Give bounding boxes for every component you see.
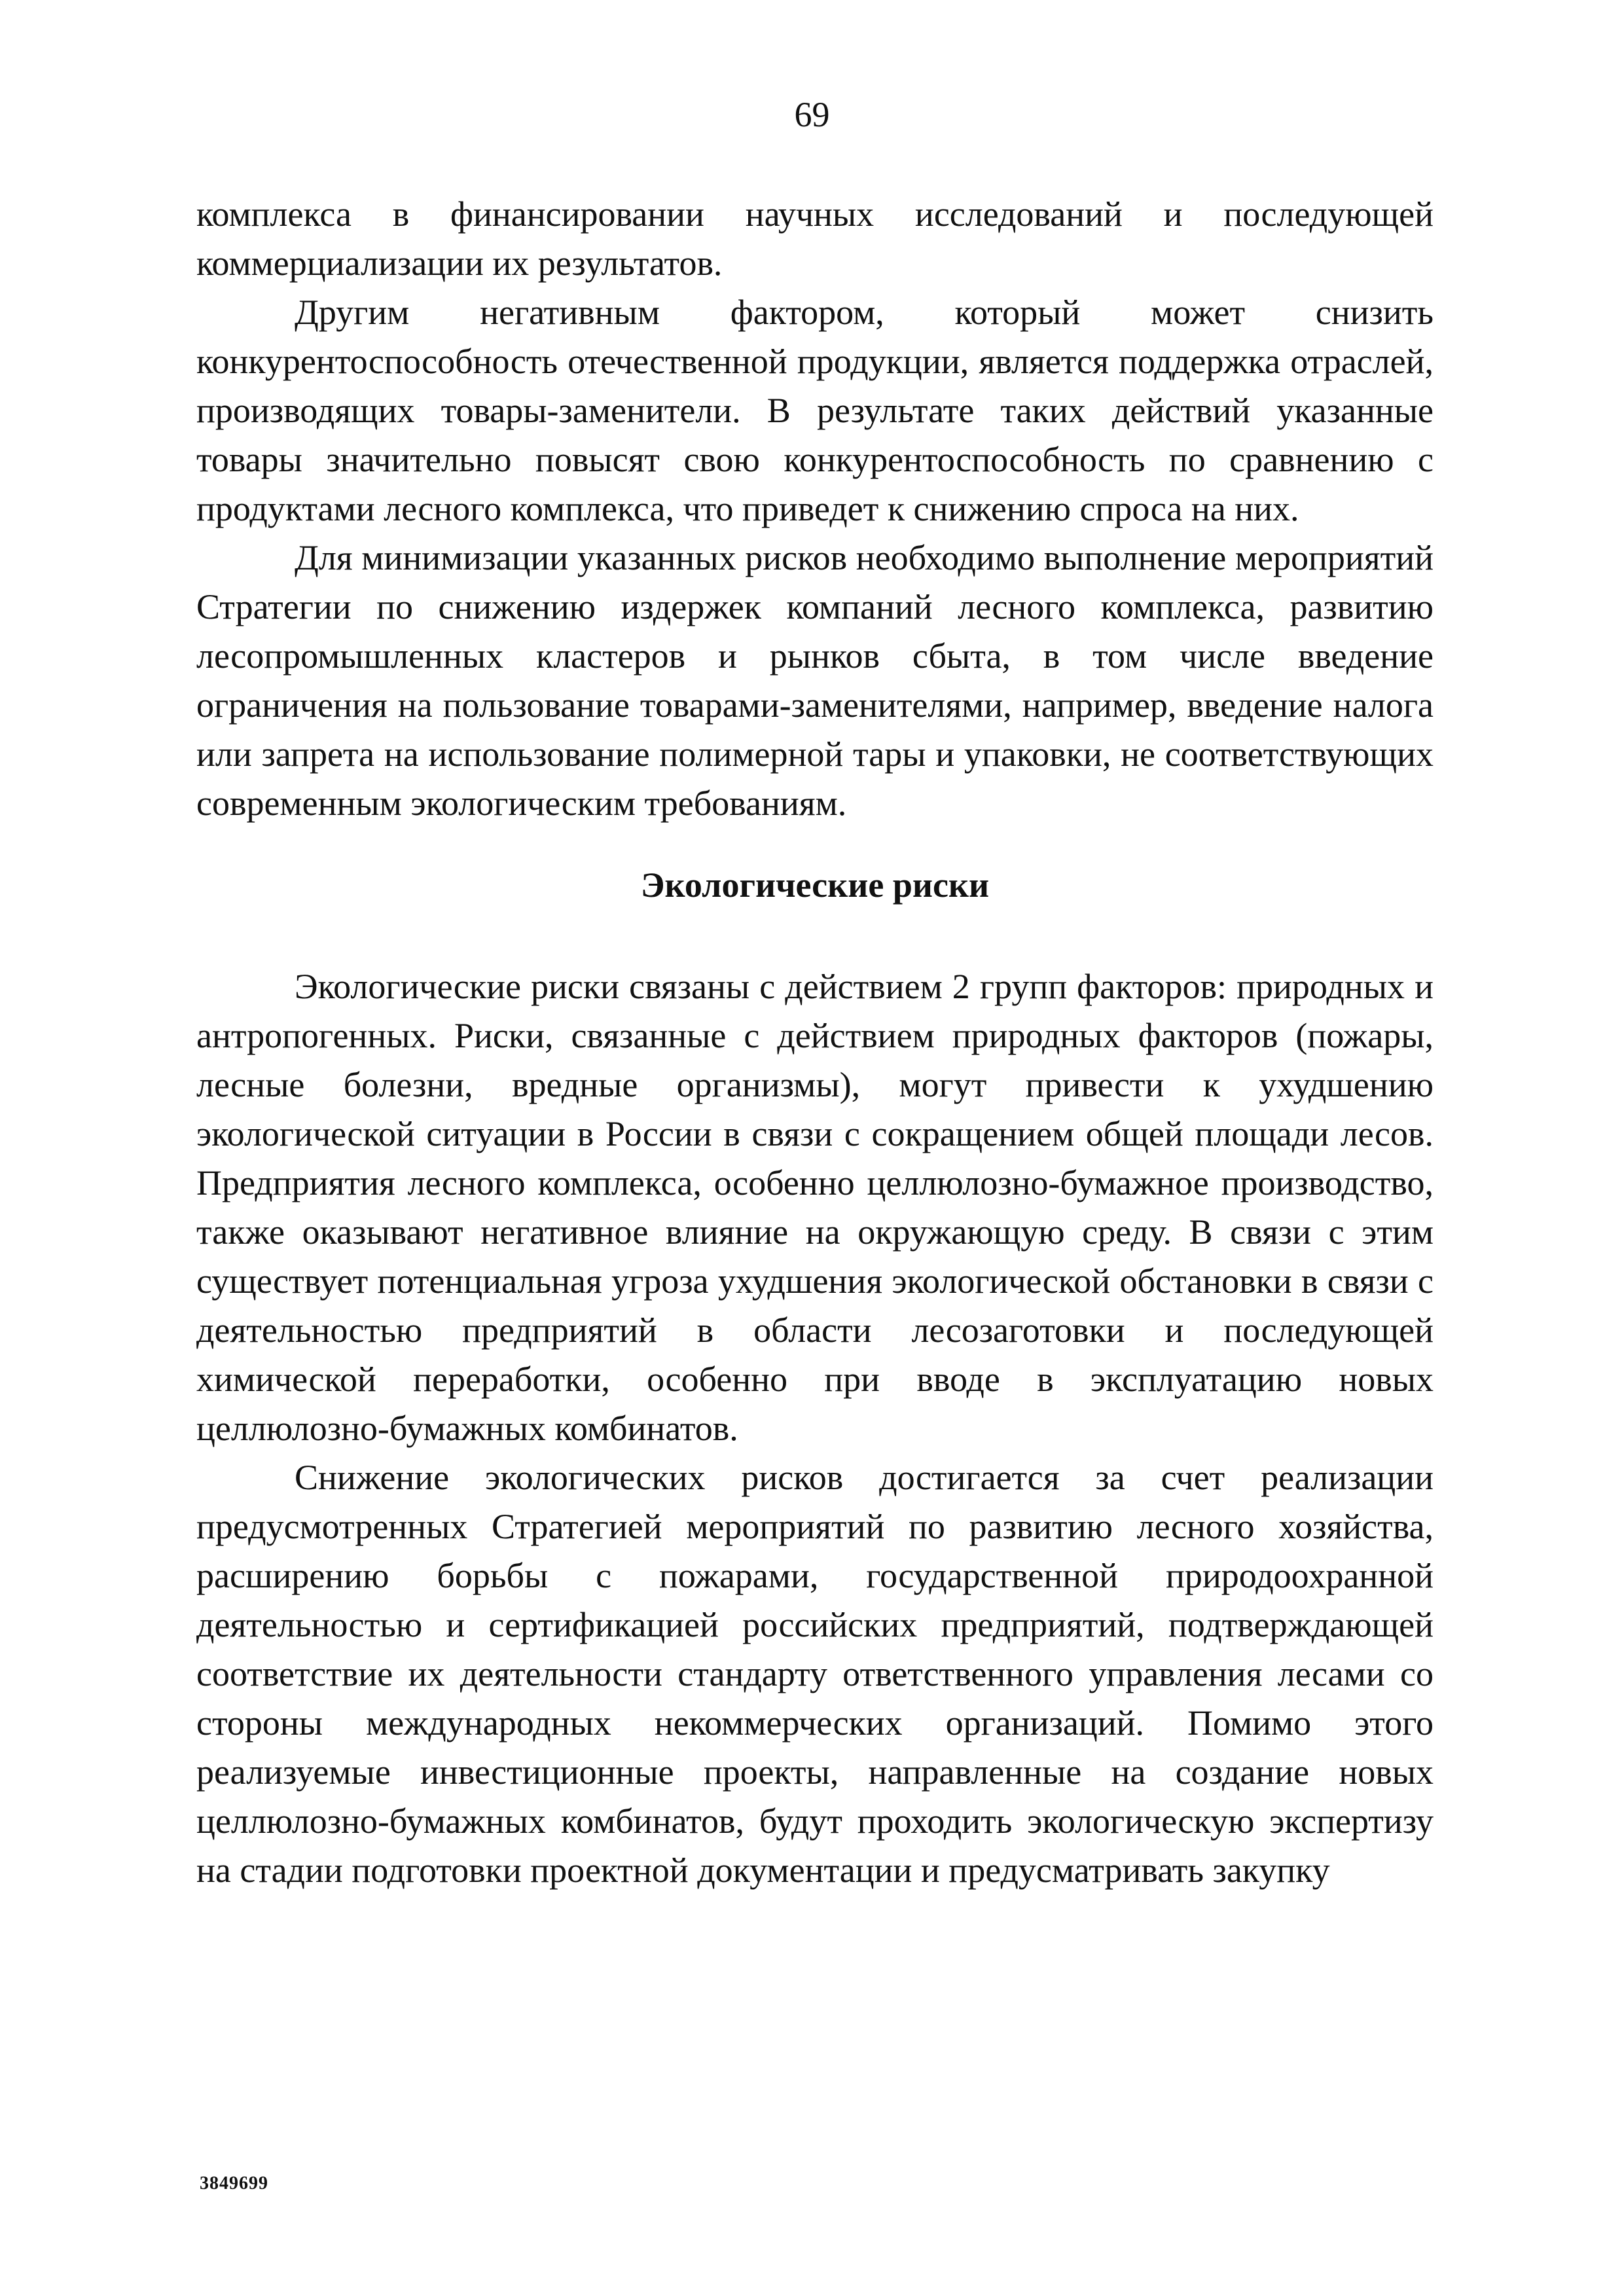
paragraph-risk-minimization: Для минимизации указанных рисков необходимо выполнение мероприятий Стратегии по снижению издержек компаний лесного комплекса, развитию лесопромышленных кластеров и рынков сбыта, в том числе введение ограничения на пользование товарами-заменителями, например, введение налога или запрета на использование полимерной тары и упаковки, не соответствующих современным экологическим требованиям.	[196, 538, 1434, 823]
paragraph-continuation: комплекса в финансировании научных исследований и последующей коммерциализации их результатов.	[196, 194, 1434, 283]
document-body	[196, 190, 1434, 1895]
page-number: 69	[794, 95, 830, 134]
paragraph-substitute-goods: Другим негативным фактором, который может снизить конкурентоспособность отечественной продукции, является поддержка отраслей, производящих товары-заменители. В результате таких действий указанные товары значительно повысят свою конкурентоспособность по сравнению с продуктами лесного комплекса, что приведет к снижению спроса на них.	[196, 293, 1434, 528]
section-heading: Экологические риски	[640, 865, 990, 905]
document-code: 3849699	[200, 2173, 268, 2194]
paragraph-ecological-risks: Экологические риски связаны с действием 2 групп факторов: природных и антропогенных. Риски, связанные с действием природных факторов (пожары, лесные болезни, вредные организмы), могут привести к ухудшению экологической ситуации в России в связи с сокращением общей площади лесов. Предприятия лесного комплекса, особенно целлюлозно-бумажное производство, также оказывают негативное влияние на окружающую среду. В связи с этим существует потенциальная угроза ухудшения экологической обстановки в связи с деятельностью предприятий в области лесозаготовки и последующей химической переработки, особенно при вводе в эксплуатацию новых целлюлозно-бумажных комбинатов.	[196, 967, 1434, 1448]
paragraph-risk-reduction: Снижение экологических рисков достигается за счет реализации предусмотренных Стратегией мероприятий по развитию лесного хозяйства, расширению борьбы с пожарами, государственной природоохранной деятельностью и сертификацией российских предприятий, подтверждающей соответствие их деятельности стандарту ответственного управления лесами со стороны международных некоммерческих организаций. Помимо этого реализуемые инвестиционные проекты, направленные на создание новых целлюлозно-бумажных комбинатов, будут проходить экологическую экспертизу на стадии подготовки проектной документации и предусматривать закупку	[196, 1458, 1434, 1890]
